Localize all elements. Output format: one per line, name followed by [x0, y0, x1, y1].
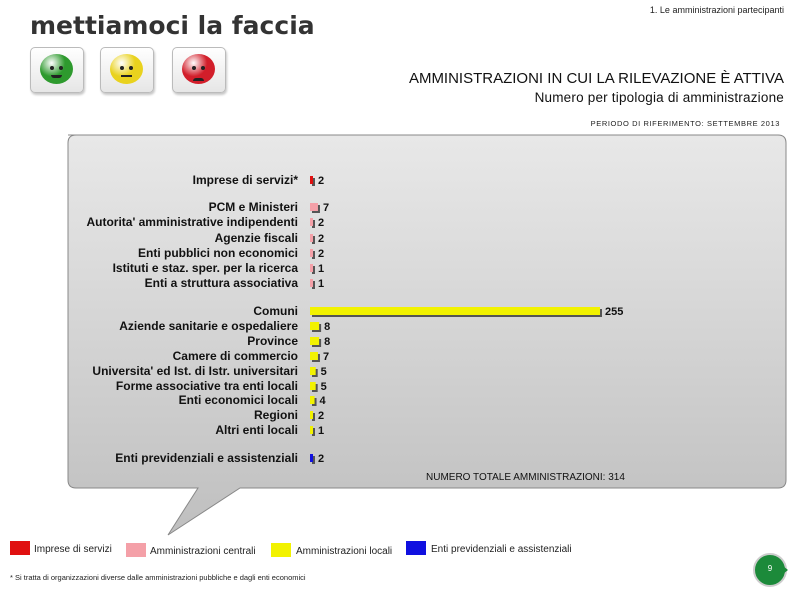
category-label: Autorita' amministrative indipendenti: [86, 215, 298, 229]
legend-label-centrali: Amministrazioni centrali: [150, 546, 256, 557]
value-label: 2: [318, 175, 325, 187]
legend-label-locali: Amministrazioni locali: [296, 546, 393, 557]
bar: [310, 396, 315, 404]
bar: [310, 234, 313, 242]
value-label: 2: [318, 248, 325, 260]
bar: [310, 454, 313, 462]
bar: [310, 218, 313, 226]
category-label: Enti pubblici non economici: [137, 246, 298, 260]
section-label: 1. Le amministrazioni partecipanti: [649, 5, 784, 15]
category-label: Camere di commercio: [172, 349, 298, 363]
value-label: 1: [318, 425, 325, 437]
value-label: 255: [605, 306, 624, 318]
category-label: Agenzie fiscali: [214, 231, 298, 245]
value-label: 2: [318, 233, 325, 245]
value-label: 5: [320, 381, 327, 393]
page-number: 9: [767, 564, 773, 573]
legend-swatch-imprese: [10, 541, 30, 555]
category-label: Forme associative tra enti locali: [115, 379, 298, 393]
bar: [310, 279, 313, 287]
category-label: Istituti e staz. sper. per la ricerca: [112, 261, 298, 275]
category-label: Enti economici locali: [178, 393, 298, 407]
logo-text: mettiamoci la faccia: [30, 11, 315, 40]
value-label: 8: [324, 336, 331, 348]
legend-label-imprese: Imprese di servizi: [34, 544, 112, 555]
category-label: Regioni: [254, 408, 298, 422]
value-label: 8: [324, 321, 331, 333]
bar: [310, 367, 316, 375]
value-label: 2: [318, 410, 325, 422]
category-label: Province: [247, 334, 298, 348]
bar: [310, 249, 313, 257]
value-label: 2: [318, 217, 325, 229]
bar: [310, 176, 313, 184]
bar: [310, 203, 318, 211]
total-label: NUMERO TOTALE AMMINISTRAZIONI: 314: [426, 472, 625, 483]
category-label: Altri enti locali: [215, 423, 298, 437]
value-label: 5: [320, 366, 327, 378]
bar: [310, 411, 313, 419]
chart-title: AMMINISTRAZIONI IN CUI LA RILEVAZIONE È ATTIVA: [408, 70, 784, 87]
reference-period: PERIODO DI RIFERIMENTO: SETTEMBRE 2013: [590, 119, 780, 128]
footnote: * Si tratta di organizzazioni diverse dalle amministrazioni pubbliche e dagli enti economici: [10, 573, 306, 582]
value-label: 7: [322, 202, 330, 214]
category-label: Aziende sanitarie e ospedaliere: [119, 319, 298, 333]
bar: [310, 307, 600, 315]
value-label: 1: [318, 278, 325, 290]
value-label: 7: [322, 351, 330, 363]
legend-swatch-previdenziali: [406, 541, 426, 555]
bar: [310, 382, 316, 390]
category-label: Universita' ed Ist. di Istr. universitari: [92, 364, 298, 378]
chart-subtitle: Numero per tipologia di amministrazione: [534, 90, 784, 105]
legend-swatch-centrali: [126, 543, 146, 557]
value-label: 2: [318, 453, 325, 465]
bar: [310, 352, 318, 360]
category-label: Imprese di servizi*: [192, 173, 298, 187]
category-label: Enti previdenziali e assistenziali: [115, 451, 298, 465]
value-label: 4: [319, 395, 326, 407]
category-label: Enti a struttura associativa: [144, 276, 298, 290]
legend-label-previdenziali: Enti previdenziali e assistenziali: [431, 544, 572, 555]
legend-swatch-locali: [271, 543, 291, 557]
value-label: 1: [318, 263, 325, 275]
bar: [310, 426, 313, 434]
category-label: Comuni: [253, 304, 298, 318]
next-page-icon[interactable]: [752, 552, 788, 588]
bar: [310, 322, 319, 330]
category-label: PCM e Ministeri: [208, 200, 298, 214]
bar: [310, 264, 313, 272]
bar: [310, 337, 319, 345]
